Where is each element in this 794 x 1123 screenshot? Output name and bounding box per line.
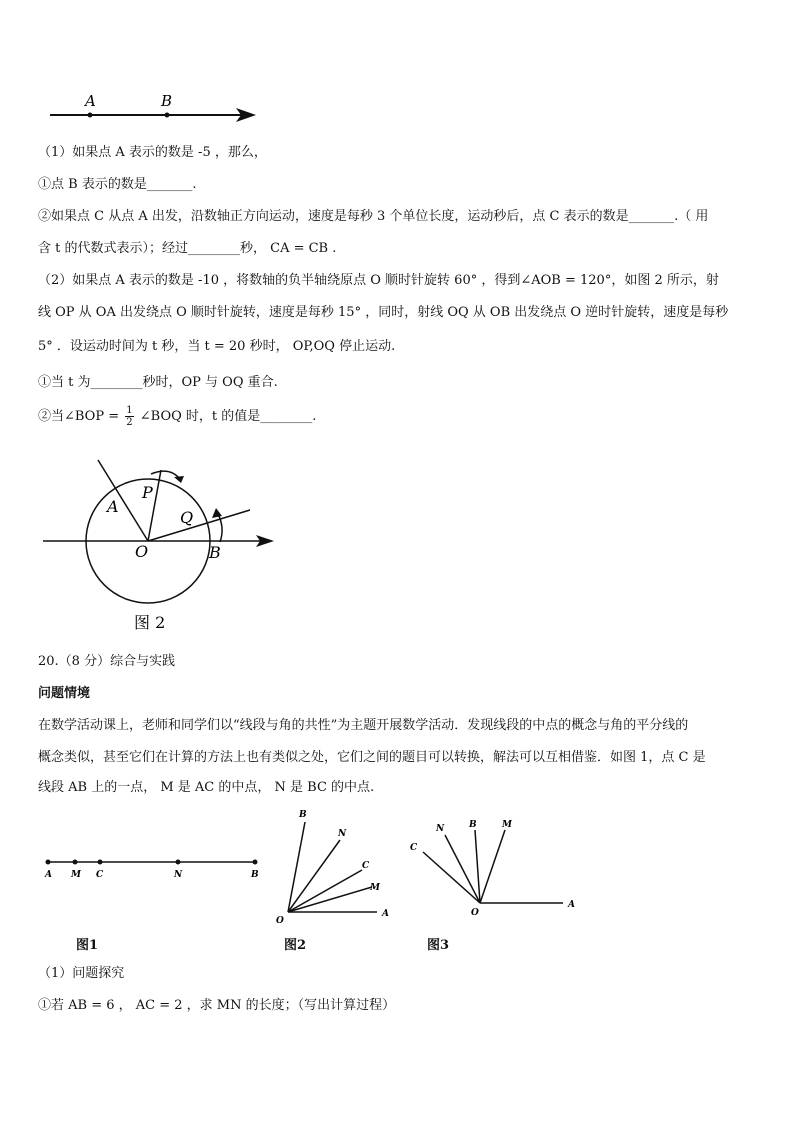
label-b: B [161,92,173,110]
figure-3-caption: 图3 [427,938,450,953]
label-n: N [338,829,347,839]
counterclockwise-arrow-head-icon [212,508,222,518]
ray-oa [98,460,148,541]
clockwise-arrow-head-icon [174,476,184,483]
label-n: N [436,824,445,834]
ray-ob [288,822,305,912]
label-b: B [251,870,259,880]
sub-question-1: ①若 AB = 6 ， AC = 2 ，求 MN 的长度；（写出计算过程） [38,998,396,1013]
sub-2-suffix: ∠BOQ 时，t 的值是________. [139,409,317,424]
label-o: O [471,908,479,918]
ray-oc [423,852,480,903]
point-b-dot [253,860,258,865]
label-q: Q [180,508,194,527]
ray-om [480,830,505,903]
label-a: A [382,909,389,919]
point-m-dot [73,860,78,865]
label-b: B [209,543,221,562]
label-m: M [71,870,81,880]
question-1-stem: （1）如果点 A 表示的数是 -5 ，那么， [38,145,267,160]
context-para-line-2: 概念类似，甚至它们在计算的方法上也有类似之处，它们之间的题目可以转换，解法可以互相借鉴．如图 1，点 C 是 [38,750,706,765]
point-c-dot [98,860,103,865]
question-1-sub-2-line-1: ②如果点 C 从点 A 出发，沿数轴正方向运动，速度是每秒 3 个单位长度，运动秒后，点 C 表示的数是_______.（ 用 [38,209,709,224]
label-n: N [174,870,183,880]
question-2-sub-1: ①当 t 为________秒时，OP 与 OQ 重合. [38,375,278,390]
top-number-line-figure [40,88,270,128]
sub-2-prefix: ②当∠BOP = [38,409,120,424]
question-2-stem-line-1: （2）如果点 A 表示的数是 -10 ，将数轴的负半轴绕原点 O 顺时针旋转 60° ，得到∠AOB = 120°，如图 2 所示，射 [38,273,719,288]
label-c: C [410,843,418,853]
label-p: P [142,483,153,502]
label-m: M [370,883,380,893]
point-a-dot [88,113,93,118]
label-a: A [568,900,575,910]
figure-2-angle-caption: 图2 [284,938,307,953]
ray-on [445,835,480,903]
sub-question-heading: （1）问题探究 [38,966,125,981]
context-para-line-3: 线段 AB 上的一点， M 是 AC 的中点， N 是 BC 的中点. [38,780,375,795]
figure-3-angle [405,815,590,920]
label-a: A [107,497,119,516]
label-a: A [45,870,52,880]
label-a: A [85,92,96,110]
one-half-fraction [125,405,133,428]
label-b: B [469,820,477,830]
label-b: B [299,810,307,820]
context-para-line-1: 在数学活动课上，老师和同学们以“线段与角的共性”为主题开展数学活动．发现线段的中点的概念与角的平分线的 [38,718,689,733]
context-heading: 问题情境 [38,686,91,701]
question-2-stem-line-3: 5° ．设运动时间为 t 秒，当 t = 20 秒时， OP,OQ 停止运动. [38,339,396,354]
label-o: O [135,542,149,561]
fraction-denominator: 2 [126,417,133,428]
figure-1-caption: 图1 [76,938,99,953]
ray-oq [148,510,250,541]
label-o: O [276,916,284,925]
ray-on [288,840,340,912]
label-m: M [502,820,512,830]
ray-oc [288,870,362,912]
label-c: C [96,870,104,880]
point-b-dot [165,113,170,118]
label-c: C [362,861,370,871]
ray-ob [475,830,480,903]
figure-2-angle [272,805,402,925]
question-2-stem-line-2: 线 OP 从 OA 出发绕点 O 顺时针旋转，速度是每秒 15° ，同时，射线 OQ 从 OB 出发绕点 O 逆时针旋转，速度是每秒 [38,305,729,320]
question-1-sub-1: ①点 B 表示的数是_______. [38,177,197,192]
ray-om [288,887,372,912]
figure-2-circle-diagram [38,450,288,640]
question-1-sub-2-line-2: 含 t 的代数式表示）；经过________秒， CA = CB . [38,241,337,256]
fraction-numerator: 1 [126,405,133,416]
figure-2-caption: 图 2 [134,613,166,632]
figure-1-segment [40,850,270,880]
ray-op [148,470,161,541]
point-n-dot [176,860,181,865]
question-2-sub-2 [38,405,316,428]
point-a-dot [46,860,51,865]
question-20-title: 20.（8 分）综合与实践 [38,654,176,669]
